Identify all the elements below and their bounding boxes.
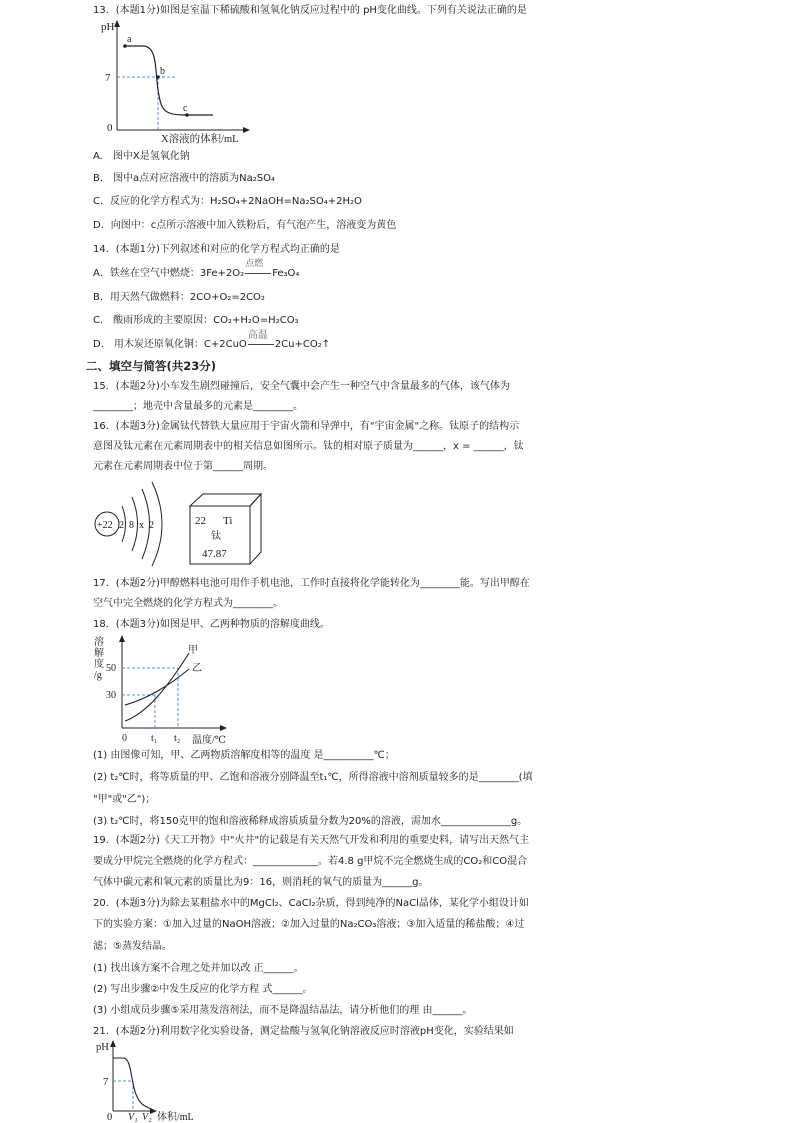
q16-shells: 2 8 x 2 <box>119 520 154 531</box>
q19-line-3: 气体中碳元素和氧元素的质量比为9：16，则消耗的氧气的质量为______g。 <box>93 877 429 888</box>
q14-option-c: C. 酸雨形成的主要原因：CO₂+H₂O=H₂CO₃ <box>93 315 299 326</box>
q18-y0: 0 <box>122 733 127 744</box>
q18-curve-jia <box>125 653 189 721</box>
q18-curve-yi <box>125 669 189 705</box>
q13-option-a: A. 图中X是氢氧化钠 <box>93 151 190 162</box>
q13-curve <box>125 46 213 115</box>
q18-sub-1: (1) 由图像可知，甲、乙两物质溶解度相等的温度 是__________℃； <box>93 750 395 761</box>
q13-option-b: B. 图中a点对应溶液中的溶质为Na₂SO₄ <box>93 173 276 184</box>
q16-line-3: 元素在元素周期表中位于第______周期。 <box>93 461 273 472</box>
q20-line-3: 滤；⑤蒸发结晶。 <box>93 941 172 952</box>
q14-option-d-product: 2Cu+CO₂↑ <box>274 339 331 350</box>
q13-y0: 0 <box>107 122 113 134</box>
q13-y7: 7 <box>105 72 111 84</box>
q20-line-1: 20．(本题3分)为除去某粗盐水中的MgCl₂、CaCl₂杂质，得到纯净的NaCl晶体，某化学小组设计如 <box>93 898 529 909</box>
q18-t2: t₂ <box>174 733 181 744</box>
q13-xlabel: X溶液的体积/mL <box>161 134 239 145</box>
q14-option-d <box>93 330 331 351</box>
section-2-heading: 二、填空与简答(共23分) <box>86 359 217 373</box>
q18-solubility-graph <box>92 633 252 748</box>
q18-ylabel-3: 度 <box>94 659 104 670</box>
q20-sub-2: (2) 写出步骤②中发生反应的化学方程 式______。 <box>93 984 313 995</box>
q21-v2: V₂ <box>142 1112 152 1123</box>
q16-element-cube <box>185 490 265 568</box>
q20-sub-1: (1) 找出该方案不合理之处并加以改 正______。 <box>93 963 304 974</box>
q13-option-c: C．反应的化学方程式为：H₂SO₄+2NaOH=Na₂SO₄+2H₂O <box>93 196 362 207</box>
q18-sub-2b: "甲"或"乙")； <box>93 794 156 805</box>
q21-ph-graph <box>93 1038 213 1123</box>
q14-option-d-reactants: D. 用木炭还原氧化铜：C+2CuO <box>93 339 247 350</box>
q18-label-yi: 乙 <box>192 663 202 674</box>
q18-ylabel-1: 溶 <box>94 637 104 648</box>
q21-stem: 21．(本题2分)利用数字化实验设备，测定盐酸与氢氧化钠溶液反应时溶液pH变化，实验结果如 <box>93 1026 514 1037</box>
q16-atom-diagram <box>90 480 180 570</box>
q18-label-jia: 甲 <box>188 645 198 656</box>
q13-ph-graph <box>95 18 265 148</box>
q15-line-1: 15．(本题2分)小车发生剧烈碰撞后，安全气囊中会产生一种空气中含量最多的气体，该气体为 <box>93 381 510 392</box>
q14-option-b: B．用天然气做燃料：2CO+O₂=2CO₂ <box>93 292 265 303</box>
q18-sub-2a: (2) t₂℃时，将等质量的甲、乙饱和溶液分别降温至t₁℃，所得溶液中溶剂质量较多的是________(填 <box>93 772 533 783</box>
q17-line-2: 空气中完全燃烧的化学方程式为________。 <box>93 598 283 609</box>
q14-option-a-reactants: A．铁丝在空气中燃烧：3Fe+2O₂ <box>93 268 245 279</box>
q13-label-c: c <box>183 103 188 114</box>
svg-text:解 <box>94 646 104 659</box>
q18-t1: t₁ <box>151 733 158 744</box>
q16-element-symbol: Ti <box>223 515 233 527</box>
q21-y0: 0 <box>107 1112 113 1123</box>
q13-label-a: a <box>127 34 132 45</box>
q18-ylabel-2: 解 <box>94 648 104 659</box>
q16-element-name: 钛 <box>211 531 221 542</box>
q21-ylabel: pH <box>96 1042 109 1053</box>
q13-option-d: D．向图中：c点所示溶液中加入铁粉后，有气泡产生，溶液变为黄色 <box>93 220 397 231</box>
q17-line-1: 17．(本题2分)甲醇燃料电池可用作手机电池，工作时直接将化学能转化为________能。写出甲醇在 <box>93 578 530 589</box>
q16-line-1: 16．(本题3分)金属钛代替铁大量应用于宇宙火箭和导弹中，有"宇宙金属"之称。钛原子的结构示 <box>93 421 520 432</box>
q16-nucleus: +22 <box>97 520 113 531</box>
q18-sub-3: (3) t₂℃时，将150克甲的饱和溶液稀释成溶质质量分数为20%的溶液，需加水______________g。 <box>93 816 528 827</box>
q18-xlabel: 温度/℃ <box>192 735 226 746</box>
svg-text:/g <box>94 670 102 681</box>
q14-option-a-product: Fe₃O₄ <box>272 268 300 279</box>
q14-stem: 14．(本题1分)下列叙述和对应的化学方程式均正确的是 <box>93 244 340 255</box>
q18-ylabel-4: /g <box>94 670 102 681</box>
q21-y7: 7 <box>103 1077 109 1088</box>
svg-text:度 <box>94 657 104 670</box>
q21-v1: V₁ <box>128 1112 138 1123</box>
q19-line-1: 19．(本题2分)《天工开物》中"火井"的记载是有关天然气开发和利用的重要史料，请写出天然气主 <box>93 835 530 846</box>
svg-text:溶 <box>94 635 104 648</box>
q14-option-d-condition: 高温 <box>247 330 268 341</box>
q16-line-2: 意图及钛元素在元素周期表中的相关信息如图所示。钛的相对原子质量为______，x = ______，钛 <box>93 441 524 452</box>
q15-line-2: ________；地壳中含量最多的元素是________。 <box>93 401 303 412</box>
q13-stem: 13．(本题1分)如图是室温下稀硫酸和氢氧化钠反应过程中的 pH变化曲线。下列有关说法正确的是 <box>93 5 527 16</box>
q16-atomic-mass: 47.87 <box>202 548 227 560</box>
q16-atomic-number: 22 <box>195 515 206 527</box>
q13-ylabel: pH <box>101 21 115 33</box>
q18-stem: 18．(本题3分)如图是甲、乙两种物质的溶解度曲线。 <box>93 619 330 630</box>
q14-option-a <box>93 259 300 280</box>
q21-xlabel: 体积/mL <box>157 1112 194 1123</box>
q20-line-2: 下的实验方案：①加入过量的NaOH溶液；②加入过量的Na₂CO₃溶液；③加入适量的稀盐酸；④过 <box>93 919 525 930</box>
q18-y50: 50 <box>106 663 116 674</box>
q20-sub-3: (3) 小组成员步骤⑤采用蒸发溶剂法，而不是降温结晶法，请分析他们的理 由______。 <box>93 1005 473 1016</box>
q19-line-2: 要成分甲烷完全燃烧的化学方程式：_____________。若4.8 g甲烷不完全燃烧生成的CO₂和CO混合 <box>93 856 528 867</box>
q18-y30: 30 <box>106 690 116 701</box>
q14-option-a-condition: 点燃 <box>245 259 264 269</box>
q13-label-b: b <box>160 66 165 77</box>
